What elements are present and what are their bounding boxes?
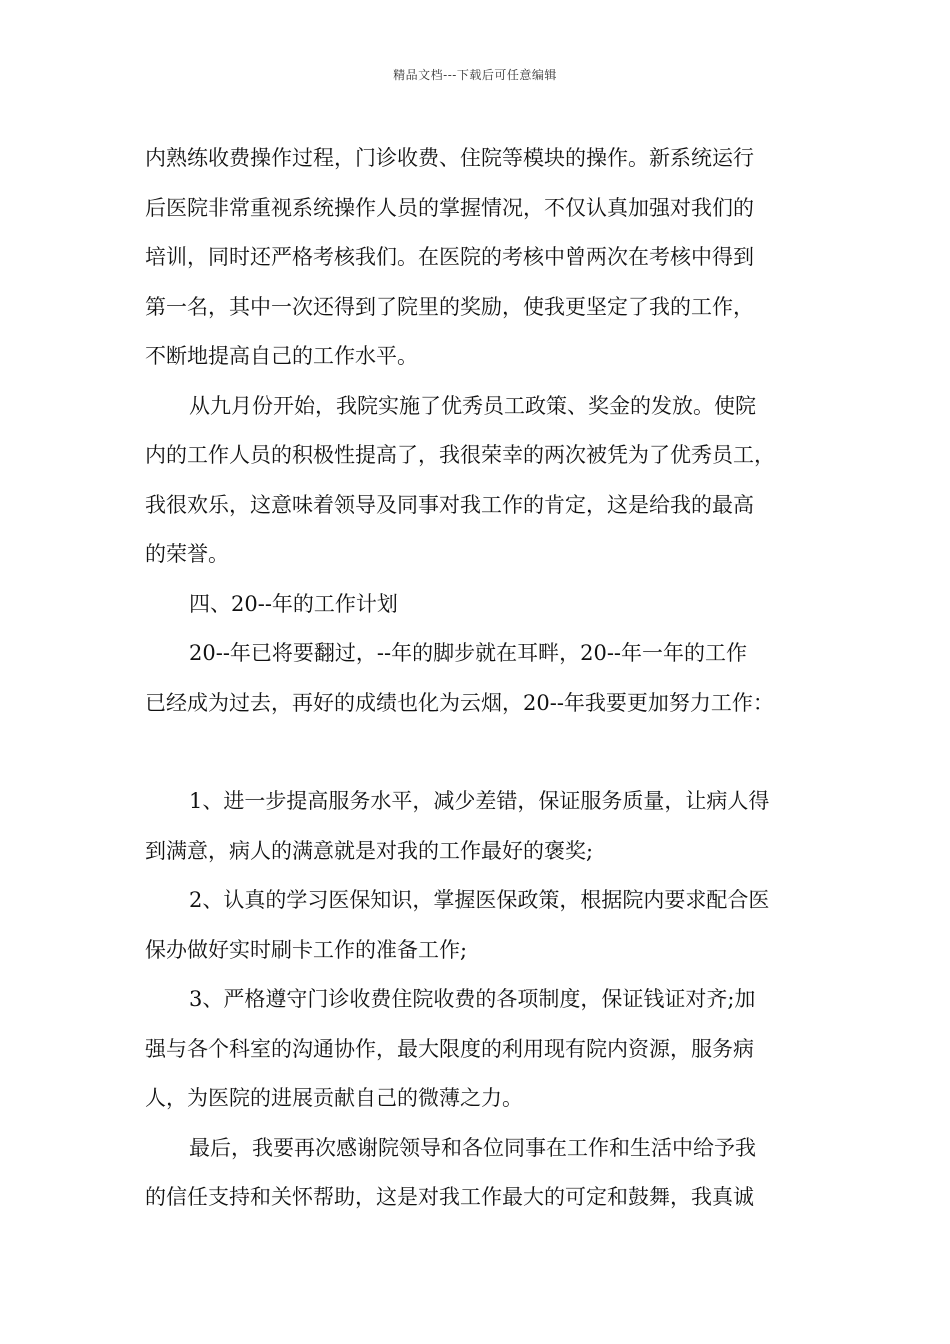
paragraph-line: 20--年已将要翻过，--年的脚步就在耳畔，20--年一年的工作 (189, 641, 748, 665)
paragraph-line: 从九月份开始，我院实施了优秀员工政策、奖金的发放。使院 (189, 393, 756, 418)
paragraph-line: 第一名，其中一次还得到了院里的奖励，使我更坚定了我的工作， (145, 294, 754, 319)
list-item-line: 到满意，病人的满意就是对我的工作最好的褒奖; (145, 838, 594, 863)
section-heading: 四、20--年的工作计划 (189, 591, 398, 616)
paragraph-line: 的荣誉。 (145, 542, 229, 566)
page-header: 精品文档---下载后可任意编辑 (393, 68, 557, 82)
paragraph-line: 内熟练收费操作过程，门诊收费、住院等模块的操作。新系统运行 (145, 146, 754, 170)
blank-spacer (145, 728, 825, 777)
paragraph-line: 已经成为过去，再好的成绩也化为云烟，20--年我要更加努力工作： (145, 690, 774, 715)
document-body (145, 134, 825, 1223)
paragraph-line: 的信任支持和关怀帮助，这是对我工作最大的可定和鼓舞，我真诚 (145, 1185, 754, 1209)
paragraph-line: 后医院非常重视系统操作人员的掌握情况，不仅认真加强对我们的 (145, 195, 754, 220)
paragraph-line: 不断地提高自己的工作水平。 (145, 344, 418, 368)
paragraph-line: 培训，同时还严格考核我们。在医院的考核中曾两次在考核中得到 (145, 245, 754, 269)
list-item-line: 3、严格遵守门诊收费住院收费的各项制度，保证钱证对齐;加 (189, 987, 756, 1011)
list-item-line: 人，为医院的进展贡献自己的微薄之力。 (145, 1086, 523, 1110)
paragraph-line: 我很欢乐，这意味着领导及同事对我工作的肯定，这是给我的最高 (145, 492, 754, 517)
paragraph-line: 最后，我要再次感谢院领导和各位同事在工作和生活中给予我 (189, 1135, 756, 1160)
list-item-line: 强与各个科室的沟通协作，最大限度的利用现有院内资源，服务病 (145, 1036, 754, 1061)
list-item-line: 1、进一步提高服务水平，减少差错，保证服务质量，让病人得 (189, 789, 770, 813)
paragraph-line: 内的工作人员的积极性提高了，我很荣幸的两次被凭为了优秀员工， (145, 443, 775, 467)
list-item-line: 保办做好实时刷卡工作的准备工作; (145, 937, 468, 962)
list-item-line: 2、认真的学习医保知识，掌握医保政策，根据院内要求配合医 (189, 888, 770, 912)
